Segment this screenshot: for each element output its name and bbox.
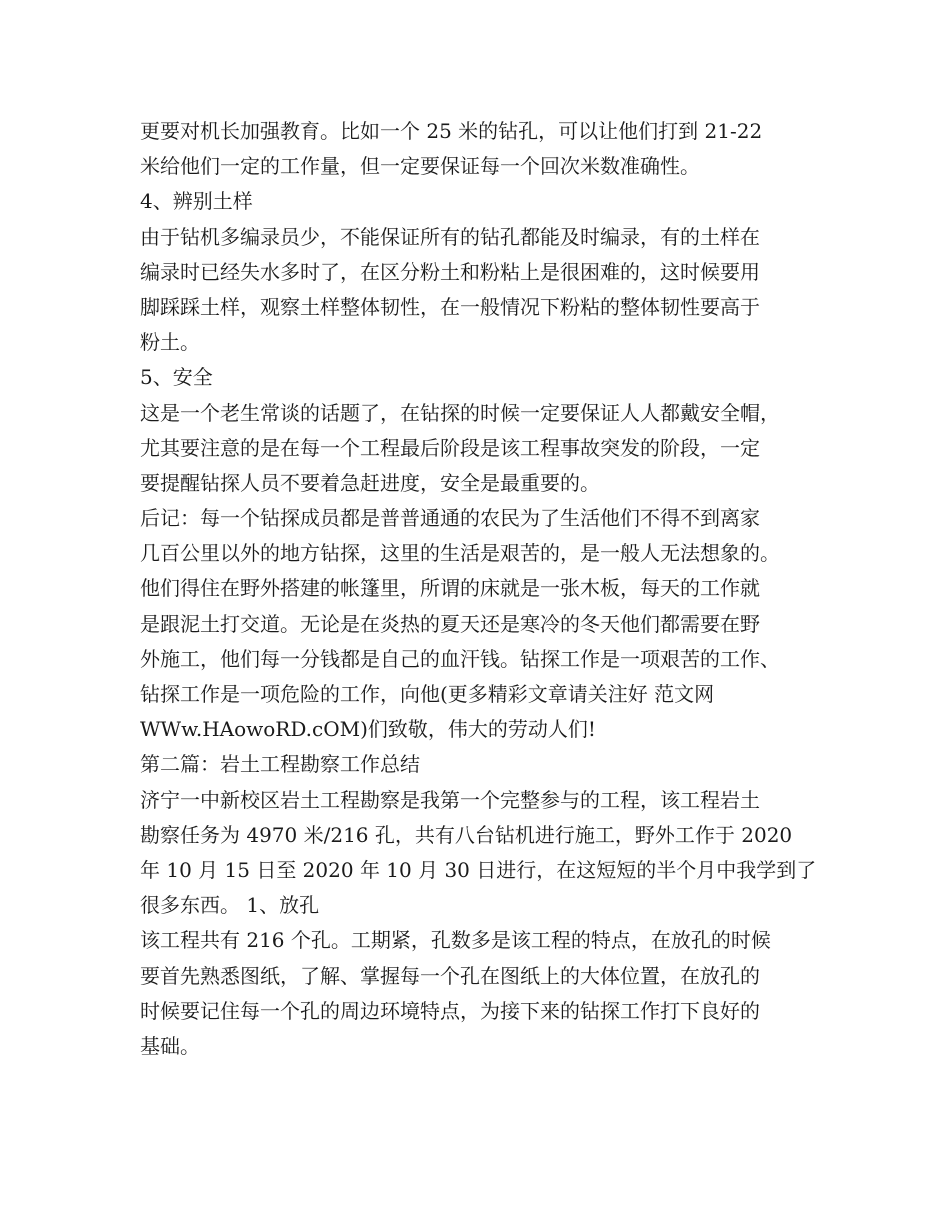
text-line: 基础。 — [140, 1033, 200, 1058]
text-line: 年 10 月 15 日至 2020 年 10 月 30 日进行，在这短短的半个月中我学到了 — [140, 857, 817, 882]
text-line: 济宁一中新校区岩土工程勘察是我第一个完整参与的工程，该工程岩土 — [140, 787, 760, 812]
text-line: 后记：每一个钻探成员都是普普通通的农民为了生活他们不得不到离家 — [140, 506, 760, 531]
text-line: 时候要记住每一个孔的周边环境特点，为接下来的钻探工作打下良好的 — [140, 998, 760, 1023]
text-line: 他们得住在野外搭建的帐篷里，所谓的床就是一张木板，每天的工作就 — [140, 576, 760, 601]
text-line: 米给他们一定的工作量，但一定要保证每一个回次米数准确性。 — [140, 154, 700, 179]
text-line: 尤其要注意的是在每一个工程最后阶段是该工程事故突发的阶段，一定 — [140, 435, 760, 460]
text-line: 该工程共有 216 个孔。工期紧，孔数多是该工程的特点，在放孔的时候 — [140, 928, 771, 953]
document-body — [140, 114, 820, 1064]
text-line: 勘察任务为 4970 米/216 孔，共有八台钻机进行施工，野外工作于 2020 — [140, 822, 793, 847]
text-line: 钻探工作是一项危险的工作，向他(更多精彩文章请关注好 范文网 — [140, 682, 715, 706]
text-line: 几百公里以外的地方钻探，这里的生活是艰苦的，是一般人无法想象的。 — [140, 541, 780, 566]
text-line: 由于钻机多编录员少，不能保证所有的钻孔都能及时编录，有的土样在 — [140, 224, 760, 249]
chapter-heading: 第二篇：岩土工程勘察工作总结 — [140, 752, 420, 777]
text-line: 脚踩踩土样，观察土样整体韧性，在一般情况下粉粘的整体韧性要高于 — [140, 294, 760, 319]
text-line: 更要对机长加强教育。比如一个 25 米的钻孔，可以让他们打到 21-22 — [140, 119, 763, 143]
text-line: 外施工，他们每一分钱都是自己的血汗钱。钻探工作是一项艰苦的工作、 — [140, 646, 780, 671]
text-line: 这是一个老生常谈的话题了，在钻探的时候一定要保证人人都戴安全帽， — [140, 400, 780, 425]
text-line: 是跟泥土打交道。无论是在炎热的夏天还是寒冷的冬天他们都需要在野 — [140, 611, 760, 636]
text-line: 很多东西。 1、放孔 — [140, 893, 320, 918]
text-line: 粉土。 — [140, 330, 200, 355]
text-line: 要首先熟悉图纸，了解、掌握每一个孔在图纸上的大体位置，在放孔的 — [140, 963, 760, 988]
text-line: 要提醒钻探人员不要着急赶进度，安全是最重要的。 — [140, 470, 600, 495]
text-line: 编录时已经失水多时了，在区分粉土和粉粘上是很困难的，这时候要用 — [140, 259, 760, 284]
text-line: WWw.HAowoRD.cOM)们致敬，伟大的劳动人们! — [140, 717, 596, 742]
section-heading: 4、辨别土样 — [140, 189, 253, 214]
section-heading: 5、安全 — [140, 365, 213, 390]
